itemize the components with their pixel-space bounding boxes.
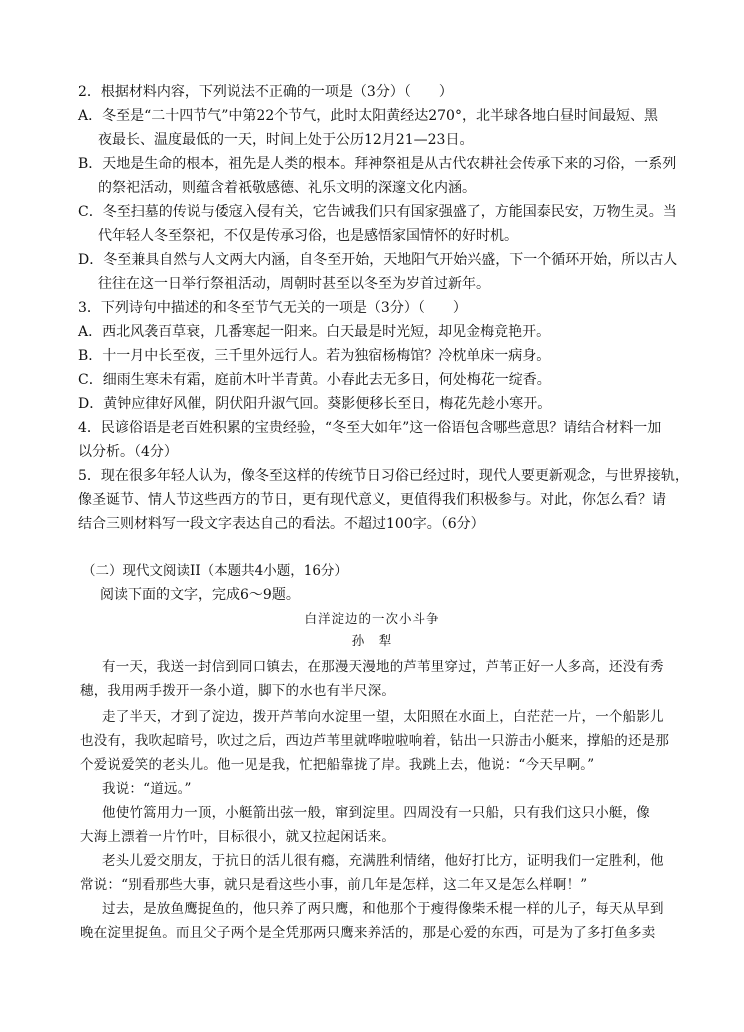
question-4-line-2: 以分析。（4分） — [78, 444, 178, 460]
passage-line: 常说：“别看那些大事，就只是看这些小事，前几年是怎样，这二年又是怎么样啊！” — [80, 877, 588, 893]
story-title: 白洋淀边的一次小斗争 — [304, 611, 440, 626]
question-2-option-b-continued: 的祭祀活动，则蕴含着祇敬感德、礼乐文明的深邃文化内涵。 — [98, 180, 476, 196]
passage-line: 他使竹篙用力一顶，小艇箭出弦一般，窜到淀里。四周没有一只船，只有我们这只小艇，像 — [102, 805, 650, 821]
reading-instruction: 阅读下面的文字，完成6～9题。 — [100, 587, 300, 603]
question-5-line-1: 5．现在很多年轻人认为，像冬至这样的传统节日习俗已经过时，现代人要更新观念，与世界接轨， — [78, 468, 689, 484]
question-2-option-a: A．冬至是“二十四节气”中第22个节气，此时太阳黄经达270°，北半球各地白昼时间最短、黑 — [78, 108, 658, 124]
passage-line: 也没有，我吹起暗号，吹过之后，西边芦苇里就哗啦啦响着，钻出一只游击小艇来，撑船的还是那 — [80, 733, 670, 749]
question-2-option-d-continued: 往往在这一日举行祭祖活动，周朝时甚至以冬至为岁首过新年。 — [98, 276, 490, 292]
passage-line: 过去，是放鱼鹰捉鱼的，他只养了两只鹰，和他那个于瘦得像柴禾棍一样的儿子，每天从早到 — [102, 901, 664, 917]
passage-line: 我说：“道远。” — [102, 781, 192, 797]
question-2-stem: 2．根据材料内容，下列说法不正确的一项是（3分）（ ） — [78, 84, 453, 100]
question-2-option-a-continued: 夜最长、温度最低的一天，时间上处于公历12月21—23日。 — [98, 132, 474, 148]
passage-line: 走了半天，才到了淀边，拨开芦苇向水淀里一望，太阳照在水面上，白茫茫一片，一个船影儿 — [102, 709, 664, 725]
passage-line: 老头儿爱交朋友，于抗日的活儿很有瘾，充满胜利情绪，他好打比方，证明我们一定胜利，他 — [102, 853, 664, 869]
question-2-option-c-continued: 代年轻人冬至祭祀，不仅是传承习俗，也是感悟家国情怀的好时机。 — [98, 228, 518, 244]
question-5-line-2: 像圣诞节、情人节这些西方的节日，更有现代意义，更值得我们积极参与。对此，你怎么看？请 — [78, 492, 666, 508]
question-3-option-a: A．西北风袭百草衰，几番寒起一阳来。白天最是时光短，却见金梅竞艳开。 — [78, 324, 551, 340]
passage-line: 个爱说爱笑的老头儿。他一见是我，忙把船靠拢了岸。我跳上去，他说：“今天早啊。” — [80, 757, 595, 773]
passage-line: 有一天，我送一封信到同口镇去，在那漫天漫地的芦苇里穿过，芦苇正好一人多高，还没有秀 — [102, 659, 664, 675]
passage-line: 穗，我用两手拨开一条小道，脚下的水也有半尺深。 — [80, 683, 396, 699]
question-2-option-b: B．天地是生命的根本，祖先是人类的根本。拜神祭祖是从古代农耕社会传承下来的习俗，一系列 — [78, 156, 677, 172]
passage-line: 晚在淀里捉鱼。而且父子两个是全凭那两只鹰来养活的，那是心爱的东西，可是为了多打鱼多卖 — [80, 925, 656, 941]
question-4-line-1: 4．民谚俗语是老百姓积累的宝贵经验，“冬至大如年”这一俗语包含哪些意思？请结合材料一加 — [78, 420, 662, 436]
question-5-line-3: 结合三则材料写一段文字表达自己的看法。不超过100字。（6分） — [78, 516, 485, 532]
story-author: 孙 犁 — [351, 633, 393, 648]
question-3-option-d: D．黄钟应律好风催，阴伏阳升淑气回。葵影便移长至日，梅花先趁小寒开。 — [78, 396, 552, 412]
section-heading: （二）现代文阅读II（本题共4小题，16分） — [82, 563, 348, 579]
question-3-option-b: B．十一月中长至夜，三千里外远行人。若为独宿杨梅馆？冷枕单床一病身。 — [78, 348, 551, 364]
question-3-option-c: C．细雨生寒未有霜，庭前木叶半青黄。小春此去无多日，何处梅花一绽香。 — [78, 372, 551, 388]
question-2-option-c: C．冬至扫墓的传说与倭寇入侵有关，它告诫我们只有国家强盛了，方能国泰民安，万物生灵。当 — [78, 204, 677, 220]
question-2-option-d: D．冬至兼具自然与人文两大内涵，自冬至开始，天地阳气开始兴盛，下一个循环开始，所以古人 — [78, 252, 678, 268]
passage-line: 大海上漂着一片竹叶，目标很小，就又拉起闲话来。 — [80, 829, 396, 845]
question-3-stem: 3．下列诗句中描述的和冬至节气无关的一项是（3分）（ ） — [78, 300, 467, 316]
